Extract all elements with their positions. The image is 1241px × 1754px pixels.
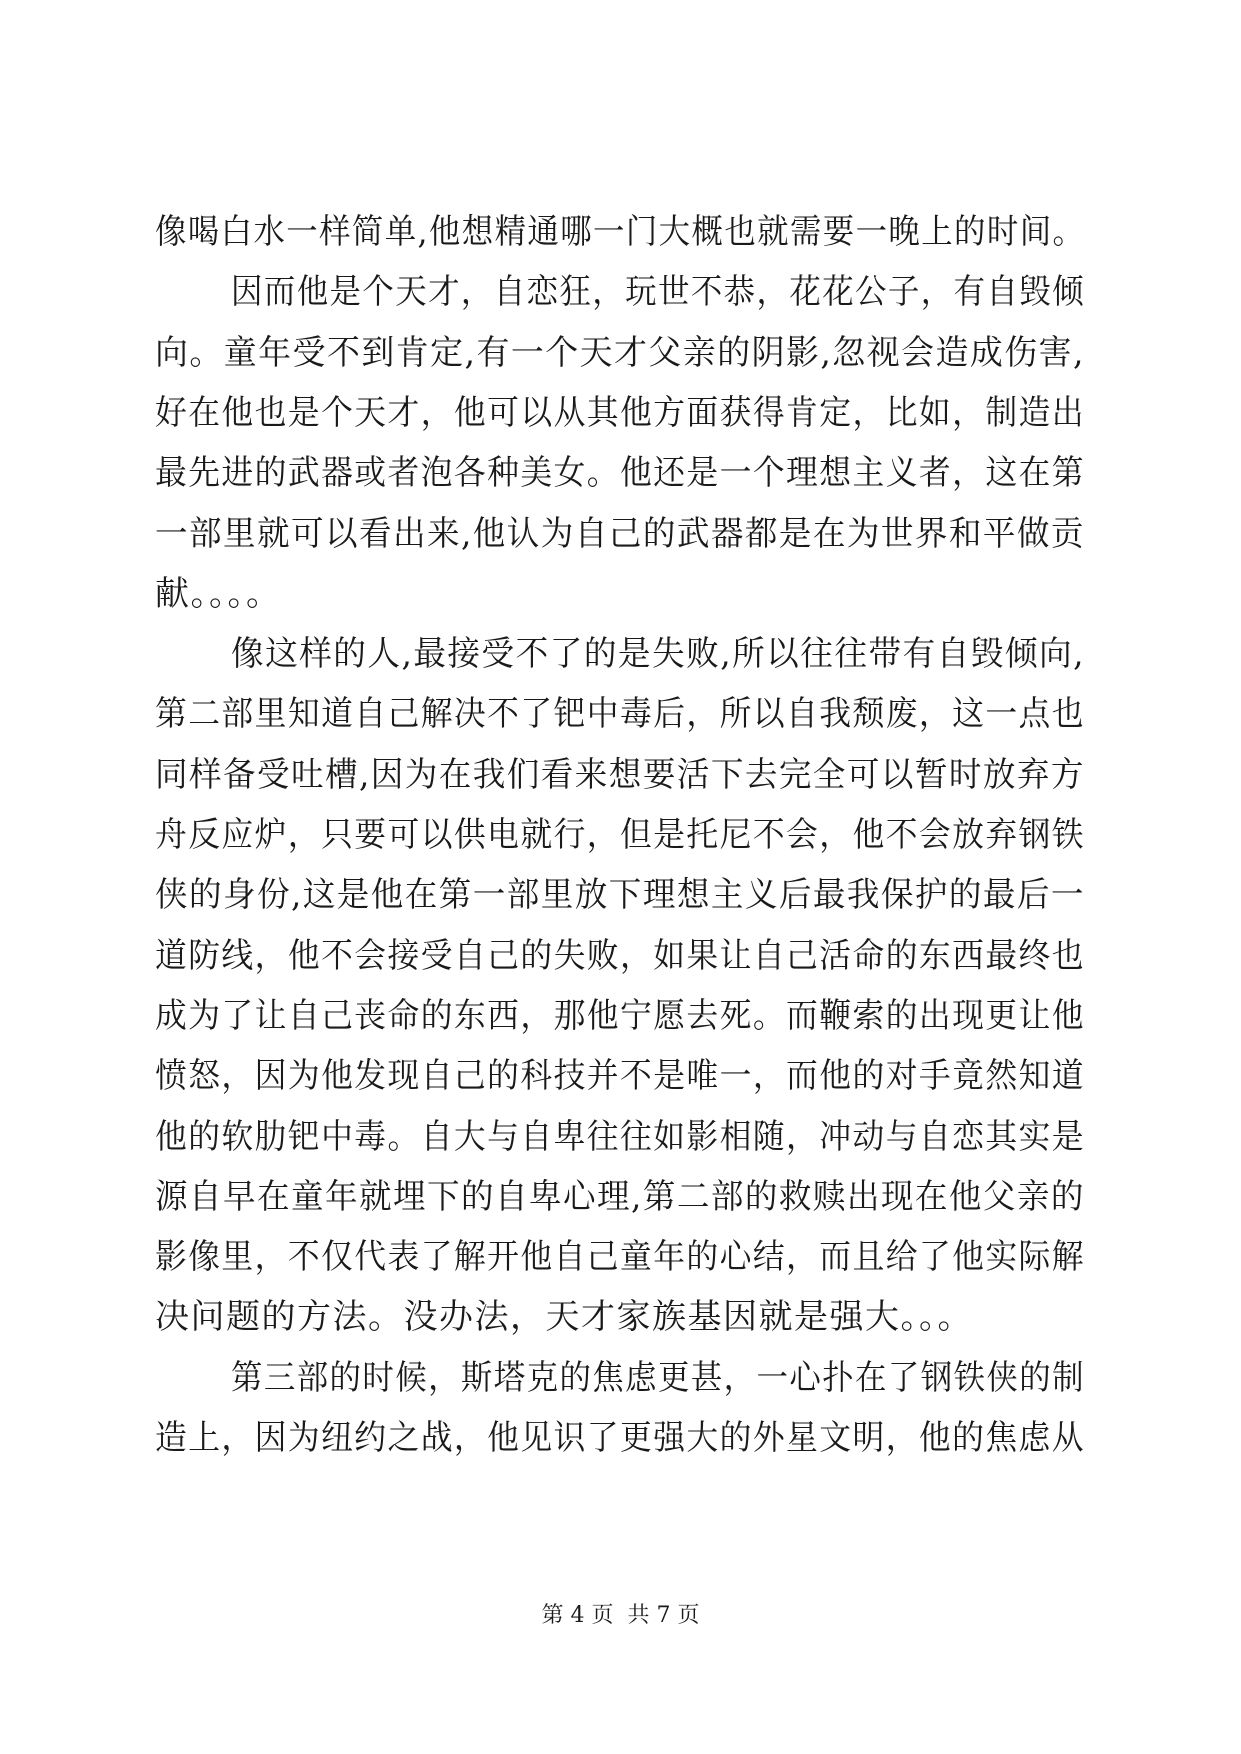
text-line: 决问题的方法。没办法，天才家族基因就是强大。。。 bbox=[155, 1297, 973, 1337]
text-line: 他的软肋钯中毒。自大与自卑往往如影相随，冲动与自恋其实是 bbox=[155, 1117, 1085, 1157]
page-footer: 第 4 页 共 7 页 bbox=[541, 1603, 700, 1628]
text-line: 像这样的人,最接受不了的是失败,所以往往带有自毁倾向, bbox=[231, 634, 1085, 674]
text-line: 舟反应炉，只要可以供电就行，但是托尼不会，他不会放弃钢铁 bbox=[155, 815, 1085, 855]
text-line: 第二部里知道自己解决不了钯中毒后，所以自我颓废，这一点也 bbox=[155, 694, 1085, 734]
text-line: 最先进的武器或者泡各种美女。他还是一个理想主义者，这在第 bbox=[155, 453, 1085, 493]
text-line: 道防线，他不会接受自己的失败，如果让自己活命的东西最终也 bbox=[155, 936, 1085, 976]
text-line: 同样备受吐槽,因为在我们看来想要活下去完全可以暂时放弃方 bbox=[155, 755, 1085, 795]
text-line: 像喝白水一样简单,他想精通哪一门大概也就需要一晚上的时间。 bbox=[155, 212, 1086, 252]
text-line: 好在他也是个天才，他可以从其他方面获得肯定，比如，制造出 bbox=[155, 393, 1085, 433]
text-line: 愤怒，因为他发现自己的科技并不是唯一，而他的对手竟然知道 bbox=[155, 1056, 1085, 1096]
text-line: 影像里，不仅代表了解开他自己童年的心结，而且给了他实际解 bbox=[155, 1237, 1085, 1277]
text-line: 因而他是个天才，自恋狂，玩世不恭，花花公子，有自毁倾 bbox=[231, 272, 1085, 312]
text-line: 一部里就可以看出来,他认为自己的武器都是在为世界和平做贡 bbox=[155, 514, 1085, 554]
text-line: 成为了让自己丧命的东西，那他宁愿去死。而鞭索的出现更让他 bbox=[155, 996, 1085, 1036]
text-line: 第三部的时候，斯塔克的焦虑更甚，一心扑在了钢铁侠的制 bbox=[231, 1358, 1085, 1398]
text-line: 源自早在童年就埋下的自卑心理,第二部的救赎出现在他父亲的 bbox=[155, 1177, 1085, 1217]
text-line: 造上，因为纽约之战，他见识了更强大的外星文明，他的焦虑从 bbox=[155, 1418, 1085, 1458]
text-line: 献。。。。 bbox=[155, 574, 282, 614]
text-line: 向。童年受不到肯定,有一个天才父亲的阴影,忽视会造成伤害, bbox=[155, 333, 1085, 373]
text-line: 侠的身份,这是他在第一部里放下理想主义后最我保护的最后一 bbox=[155, 875, 1085, 915]
